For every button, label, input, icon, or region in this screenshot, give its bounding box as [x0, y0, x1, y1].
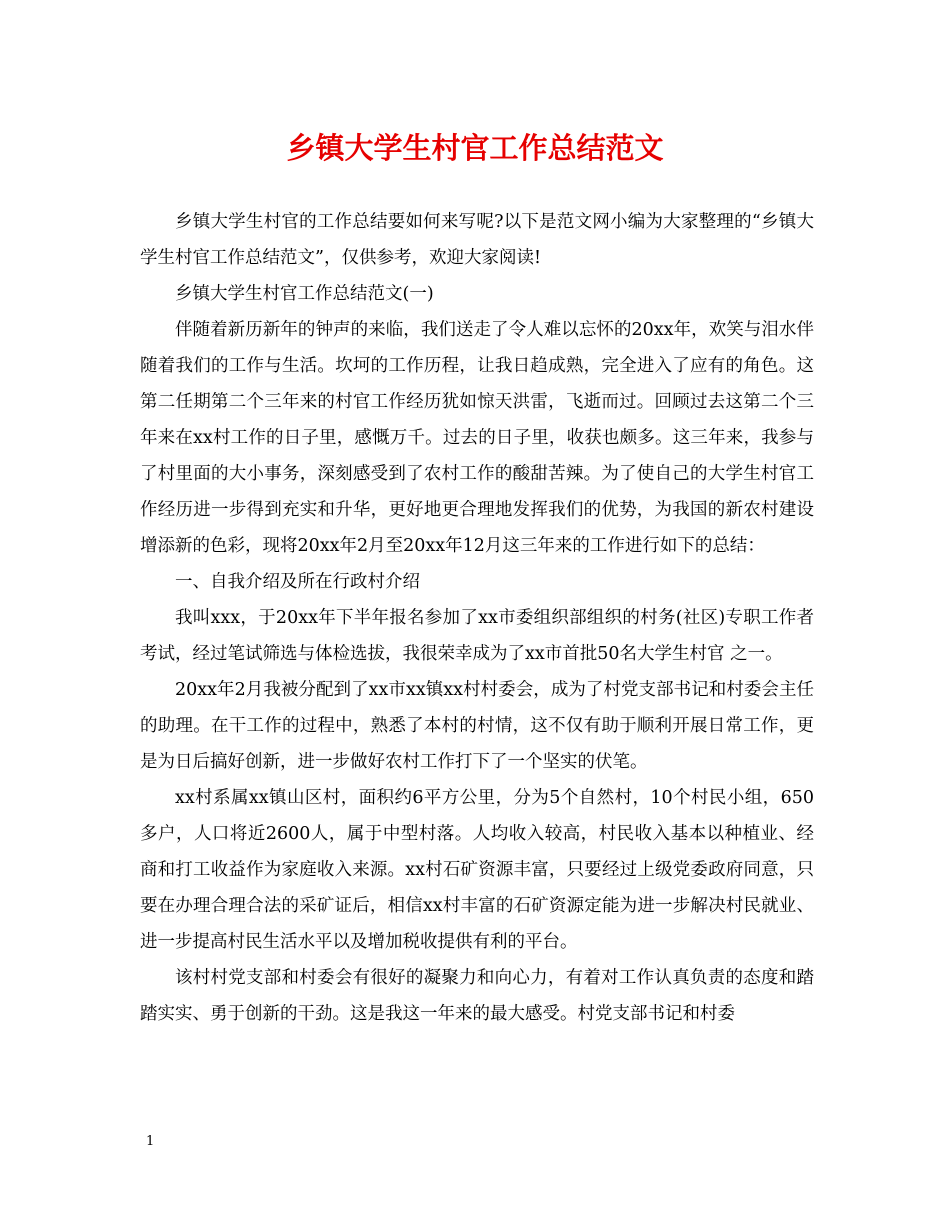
body-paragraph: 20xx年2月我被分配到了xx市xx镇xx村村委会，成为了村党支部书记和村委会主任的助理。在干工作的过程中，熟悉了本村的村情，这不仅有助于顺利开展日常工作，更是为日后搞好创新，进一步做好农村工作打下了一个坚实的伏笔。	[140, 680, 814, 772]
body-paragraph: 伴随着新历新年的钟声的来临，我们送走了令人难以忘怀的20xx年，欢笑与泪水伴随着我们的工作与生活。坎坷的工作历程，让我日趋成熟，完全进入了应有的角色。这第二任期第二个三年来的村官工作经历犹如惊天洪雷，飞逝而过。回顾过去这第二个三年来在xx村工作的日子里，感慨万千。过去的日子里，收获也颇多。这三年来，我参与了村里面的大小事务，深刻感受到了农村工作的酸甜苦辣。为了使自己的大学生村官工作经历进一步得到充实和升华，更好地更合理地发挥我们的优势，为我国的新农村建设增添新的色彩，现将20xx年2月至20xx年12月这三年来的工作进行如下的总结：	[140, 320, 814, 556]
section-heading-sample-one: 乡镇大学生村官工作总结范文(一)	[175, 284, 434, 304]
body-paragraph: xx村系属xx镇山区村，面积约6平方公里，分为5个自然村，10个村民小组，650多户，人口将近2600人，属于中型村落。人均收入较高，村民收入基本以种植业、经商和打工收益作为家庭收入来源。xx村石矿资源丰富，只要经过上级党委政府同意，只要在办理合理合法的采矿证后，相信xx村丰富的石矿资源定能为进一步解决村民就业、进一步提高村民生活水平以及增加税收提供有利的平台。	[140, 788, 814, 952]
page-number: 1	[146, 1134, 155, 1149]
section-heading-introduction: 一、自我介绍及所在行政村介绍	[175, 572, 420, 592]
document-title: 乡镇大学生村官工作总结范文	[286, 131, 664, 165]
body-paragraph: 我叫xxx，于20xx年下半年报名参加了xx市委组织部组织的村务(社区)专职工作者考试，经过笔试筛选与体检选拔，我很荣幸成为了xx市首批50名大学生村官 之一。	[140, 608, 814, 664]
document-body	[140, 204, 814, 1032]
body-paragraph: 该村村党支部和村委会有很好的凝聚力和向心力，有着对工作认真负责的态度和踏踏实实、勇于创新的干劲。这是我这一年来的最大感受。村党支部书记和村委	[140, 968, 814, 1024]
intro-paragraph: 乡镇大学生村官的工作总结要如何来写呢?以下是范文网小编为大家整理的“乡镇大学生村官工作总结范文”，仅供参考，欢迎大家阅读!	[140, 212, 814, 268]
